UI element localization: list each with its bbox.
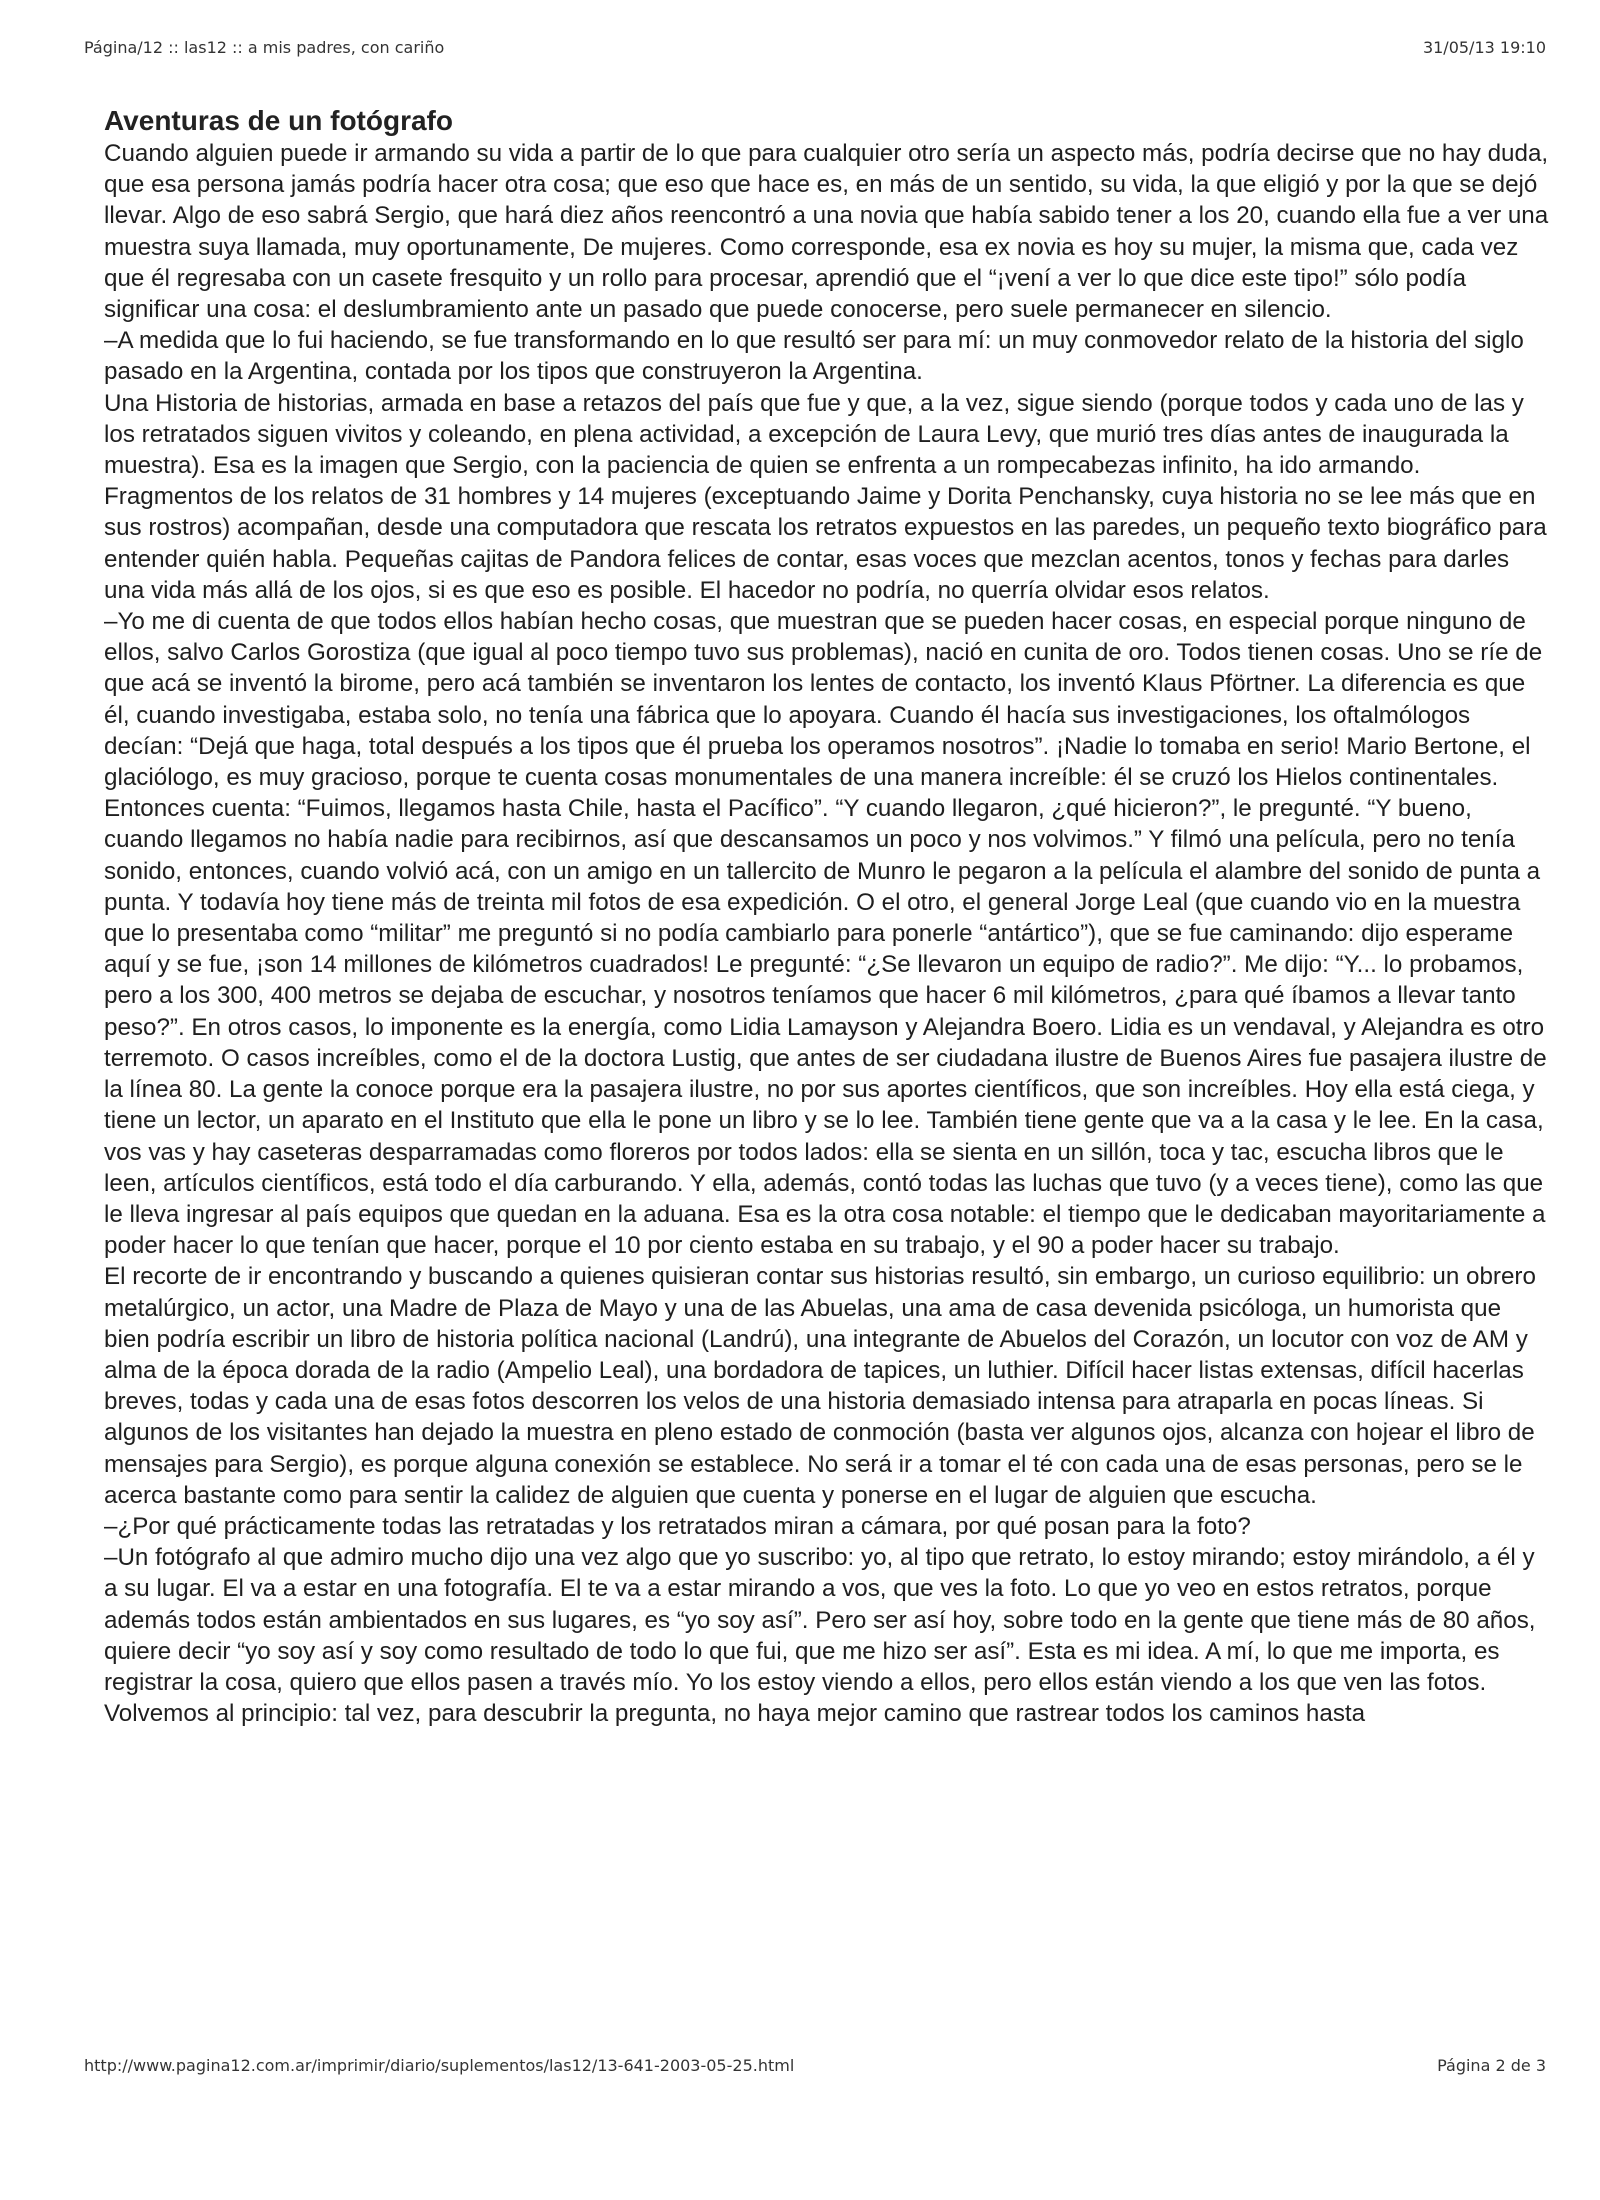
article-paragraph: Volvemos al principio: tal vez, para descubrir la pregunta, no haya mejor camino que rastrear todos los caminos hasta xyxy=(104,1700,1366,1728)
footer-url: http://www.pagina12.com.ar/imprimir/diario/suplementos/las12/13-641-2003-05-25.html xyxy=(84,2056,795,2075)
print-header xyxy=(84,38,1546,57)
article-paragraph: Una Historia de historias, armada en base a retazos del país que fue y que, a la vez, sigue siendo (porque todos y cada uno de las y los retratados siguen vivitos y coleando, en plena actividad, a excepción de Laura Levy, que murió tres días antes de inaugurada la muestra). Esa es la imagen que Sergio, con la paciencia de quien se enfrenta a un rompecabezas infinito, ha ido armando. Fragmentos de los relatos de 31 hombres y 14 mujeres (exceptuando Jaime y Dorita Penchansky, cuya historia no se lee más que en sus rostros) acompañan, desde una computadora que rescata los retratos expuestos en las paredes, un pequeño texto biográfico para entender quién habla. Pequeñas cajitas de Pandora felices de contar, esas voces que mezclan acentos, tonos y fechas para darles una vida más allá de los ojos, si es que eso es posible. El hacedor no podría, no querría olvidar esos relatos. xyxy=(104,389,1547,604)
article-paragraph: –A medida que lo fui haciendo, se fue transformando en lo que resultó ser para mí: un muy conmovedor relato de la historia del siglo pasado en la Argentina, contada por los tipos que construyeron la Argentina. xyxy=(104,327,1524,386)
article-paragraph: –Yo me di cuenta de que todos ellos habían hecho cosas, que muestran que se pueden hacer cosas, en especial porque ninguno de ellos, salvo Carlos Gorostiza (que igual al poco tiempo tuvo sus problemas), nació en cunita de oro. Todos tienen cosas. Uno se ríe de que acá se inventó la birome, pero acá también se inventaron los lentes de contacto, los inventó Klaus Pförtner. La diferencia es que él, cuando investigaba, estaba solo, no tenía una fábrica que lo apoyara. Cuando él hacía sus investigaciones, los oftalmólogos decían: “Dejá que haga, total después a los tipos que él prueba los operamos nosotros”. ¡Nadie lo tomaba en serio! Mario Bertone, el glaciólogo, es muy gracioso, porque te cuenta cosas monumentales de una manera increíble: él se cruzó los Hielos continentales. Entonces cuenta: “Fuimos, llegamos hasta Chile, hasta el Pacífico”. “Y cuando llegaron, ¿qué hicieron?”, le pregunté. “Y bueno, cuando llegamos no había nadie para recibirnos, así que descansamos un poco y nos volvimos.” Y filmó una película, pero no tenía sonido, entonces, cuando volvió acá, con un amigo en un tallercito de Munro le pegaron a la película el alambre del sonido de punta a punta. Y todavía hoy tiene más de treinta mil fotos de esa expedición. O el otro, el general Jorge Leal (que cuando vio en la muestra que lo presentaba como “militar” me preguntó si no podía cambiarlo para ponerle “antártico”), que se fue caminando: dijo esperame aquí y se fue, ¡son 14 millones de kilómetros cuadrados! Le pregunté: “¿Se llevaron un equipo de radio?”. Me dijo: “Y... lo probamos, pero a los 300, 400 metros se dejaba de escuchar, y nosotros teníamos que hacer 6 mil kilómetros, ¿para qué íbamos a llevar tanto peso?”. En otros casos, lo imponente es la energía, como Lidia Lamayson y Alejandra Boero. Lidia es un vendaval, y Alejandra es otro terremoto. O casos increíbles, como el de la doctora Lustig, que antes de ser ciudadana ilustre de Buenos Aires fue pasajera ilustre de la línea 80. La gente la conoce porque era la pasajera ilustre, no por sus aportes científicos, que son increíbles. Hoy ella está ciega, y tiene un lector, un aparato en el Instituto que ella le pone un libro y se lo lee. También tiene gente que va a la casa y le lee. En la casa, vos vas y hay caseteras desparramadas como floreros por todos lados: ella se sienta en un sillón, toca y tac, escucha libros que le leen, artículos científicos, está todo el día carburando. Y ella, además, contó todas las luchas que tuvo (y a veces tiene), como las que le lleva ingresar al país equipos que quedan en la aduana. Esa es la otra cosa notable: el tiempo que le dedicaban mayoritariamente a poder hacer lo que tenían que hacer, porque el 10 por ciento estaba en su trabajo, y el 90 a poder hacer su trabajo. xyxy=(104,608,1547,1260)
article-paragraph: –¿Por qué prácticamente todas las retratadas y los retratados miran a cámara, por qué posan para la foto? xyxy=(104,1512,1251,1540)
article-paragraph: El recorte de ir encontrando y buscando a quienes quisieran contar sus historias resultó, sin embargo, un curioso equilibrio: un obrero metalúrgico, un actor, una Madre de Plaza de Mayo y una de las Abuelas, una ama de casa devenida psicóloga, un humorista que bien podría escribir un libro de historia política nacional (Landrú), una integrante de Abuelos del Corazón, un locutor con voz de AM y alma de la época dorada de la radio (Ampelio Leal), una bordadora de tapices, un luthier. Difícil hacer listas extensas, difícil hacerlas breves, todas y cada una de esas fotos descorren los velos de una historia demasiado intensa para atraparla en pocas líneas. Si algunos de los visitantes han dejado la muestra en pleno estado de conmoción (basta ver algunos ojos, alcanza con hojear el libro de mensajes para Sergio), es porque alguna conexión se establece. No será ir a tomar el té con cada una de esas personas, pero se le acerca bastante como para sentir la calidez de alguien que cuenta y ponerse en el lugar de alguien que escucha. xyxy=(104,1263,1536,1509)
article xyxy=(104,104,1550,1729)
page-number: Página 2 de 3 xyxy=(1437,2056,1546,2075)
article-paragraph: –Un fotógrafo al que admiro mucho dijo una vez algo que yo suscribo: yo, al tipo que retrato, lo estoy mirando; estoy mirándolo, a él y a su lugar. El va a estar en una fotografía. El te va a estar mirando a vos, que ves la foto. Lo que yo veo en estos retratos, porque además todos están ambientados en sus lugares, es “yo soy así”. Pero ser así hoy, sobre todo en la gente que tiene más de 80 años, quiere decir “yo soy así y soy como resultado de todo lo que fui, que me hizo ser así”. Esta es mi idea. A mí, lo que me importa, es registrar la cosa, quiero que ellos pasen a través mío. Yo los estoy viendo a ellos, pero ellos están viendo a los que ven las fotos. xyxy=(104,1544,1536,1696)
print-datetime: 31/05/13 19:10 xyxy=(1422,38,1546,57)
article-title: Aventuras de un fotógrafo xyxy=(104,105,453,136)
article-paragraph: Cuando alguien puede ir armando su vida a partir de lo que para cualquier otro sería un aspecto más, podría decirse que no hay duda, que esa persona jamás podría hacer otra cosa; que eso que hace es, en más de un sentido, su vida, la que eligió y por la que se dejó llevar. Algo de eso sabrá Sergio, que hará diez años reencontró a una novia que había sabido tener a los 20, cuando ella fue a ver una muestra suya llamada, muy oportunamente, De mujeres. Como corresponde, esa ex novia es hoy su mujer, la misma que, cada vez que él regresaba con un casete fresquito y un rollo para procesar, aprendió que el “¡vení a ver lo que dice este tipo!” sólo podía significar una cosa: el deslumbramiento ante un pasado que puede conocerse, pero suele permanecer en silencio. xyxy=(104,140,1549,324)
print-footer xyxy=(84,2056,1546,2075)
page-header-title: Página/12 :: las12 :: a mis padres, con cariño xyxy=(84,38,445,57)
